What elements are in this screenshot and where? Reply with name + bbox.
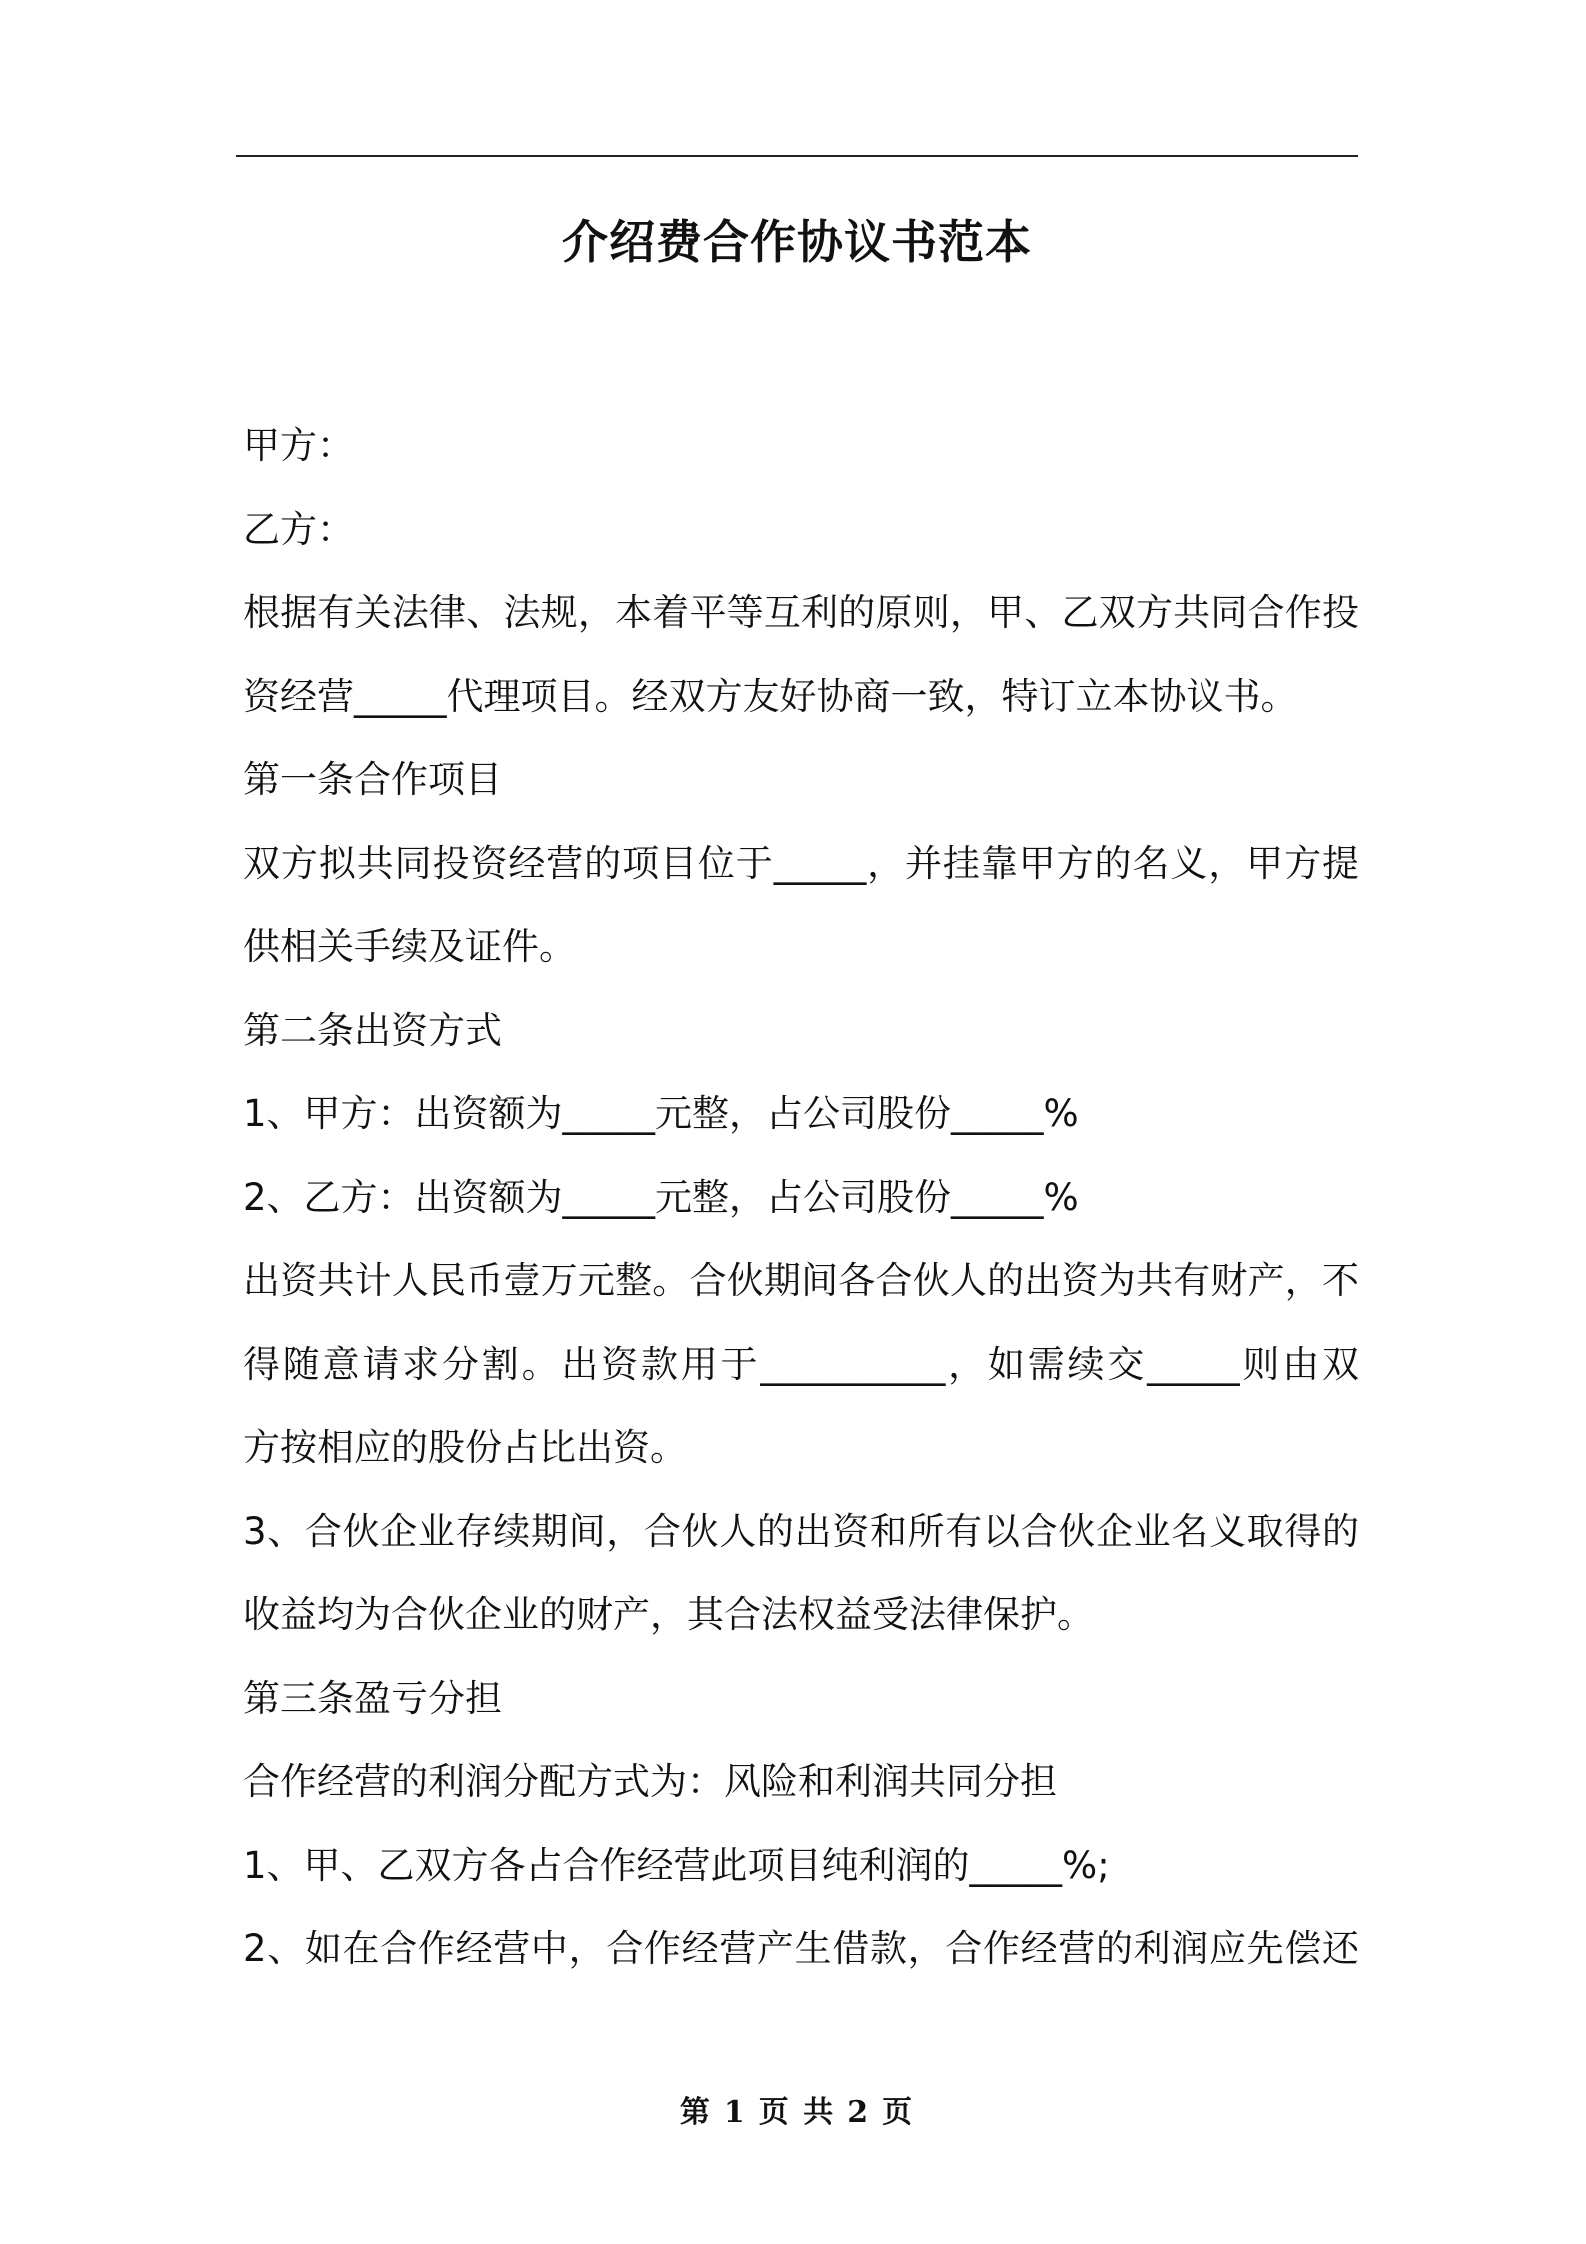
paragraph-line: 1、甲、乙双方各占合作经营此项目纯利润的_____%; — [243, 1843, 1110, 1887]
party-a-line: 甲方： — [243, 424, 354, 467]
party-b-line: 乙方： — [243, 507, 354, 551]
paragraph-line: 资经营_____代理项目。经双方友好协商一致，特订立本协议书。 — [243, 674, 1298, 718]
paragraph-line: 3、合伙企业存续期间，合伙人的出资和所有以合伙企业名义取得的 — [243, 1509, 1359, 1553]
paragraph-line: 根据有关法律、法规，本着平等互利的原则，甲、乙双方共同合作投 — [243, 591, 1359, 634]
current-page-number: 1 — [723, 2095, 747, 2130]
footer-suffix: 页 — [882, 2095, 915, 2130]
paragraph-line: 合作经营的利润分配方式为：风险和利润共同分担 — [243, 1760, 1057, 1803]
footer-middle: 页 共 — [758, 2095, 836, 2130]
paragraph-line: 2、乙方：出资额为_____元整，占公司股份_____% — [243, 1175, 1079, 1219]
header-rule — [236, 155, 1358, 157]
paragraph-line: 得随意请求分割。出资款用于__________，如需续交_____则由双 — [243, 1342, 1359, 1386]
document-title: 介绍费合作协议书范本 — [562, 215, 1032, 269]
footer-prefix: 第 — [679, 2095, 712, 2130]
paragraph-line: 1、甲方：出资额为_____元整，占公司股份_____% — [243, 1092, 1079, 1135]
paragraph-line: 双方拟共同投资经营的项目位于_____，并挂靠甲方的名义，甲方提 — [243, 841, 1359, 885]
total-pages-number: 2 — [847, 2095, 871, 2130]
section-heading: 第三条盈亏分担 — [243, 1676, 502, 1720]
paragraph-line: 供相关手续及证件。 — [243, 925, 576, 968]
page-footer — [236, 2093, 1358, 2133]
document-body — [243, 404, 1359, 1991]
paragraph-line: 收益均为合伙企业的财产，其合法权益受法律保护。 — [243, 1593, 1094, 1636]
section-heading: 第二条出资方式 — [243, 1008, 502, 1052]
section-heading: 第一条合作项目 — [243, 758, 502, 801]
paragraph-line: 2、如在合作经营中，合作经营产生借款，合作经营的利润应先偿还 — [243, 1927, 1359, 1970]
paragraph-line: 方按相应的股份占比出资。 — [243, 1426, 687, 1469]
paragraph-line: 出资共计人民币壹万元整。合伙期间各合伙人的出资为共有财产，不 — [243, 1259, 1359, 1302]
